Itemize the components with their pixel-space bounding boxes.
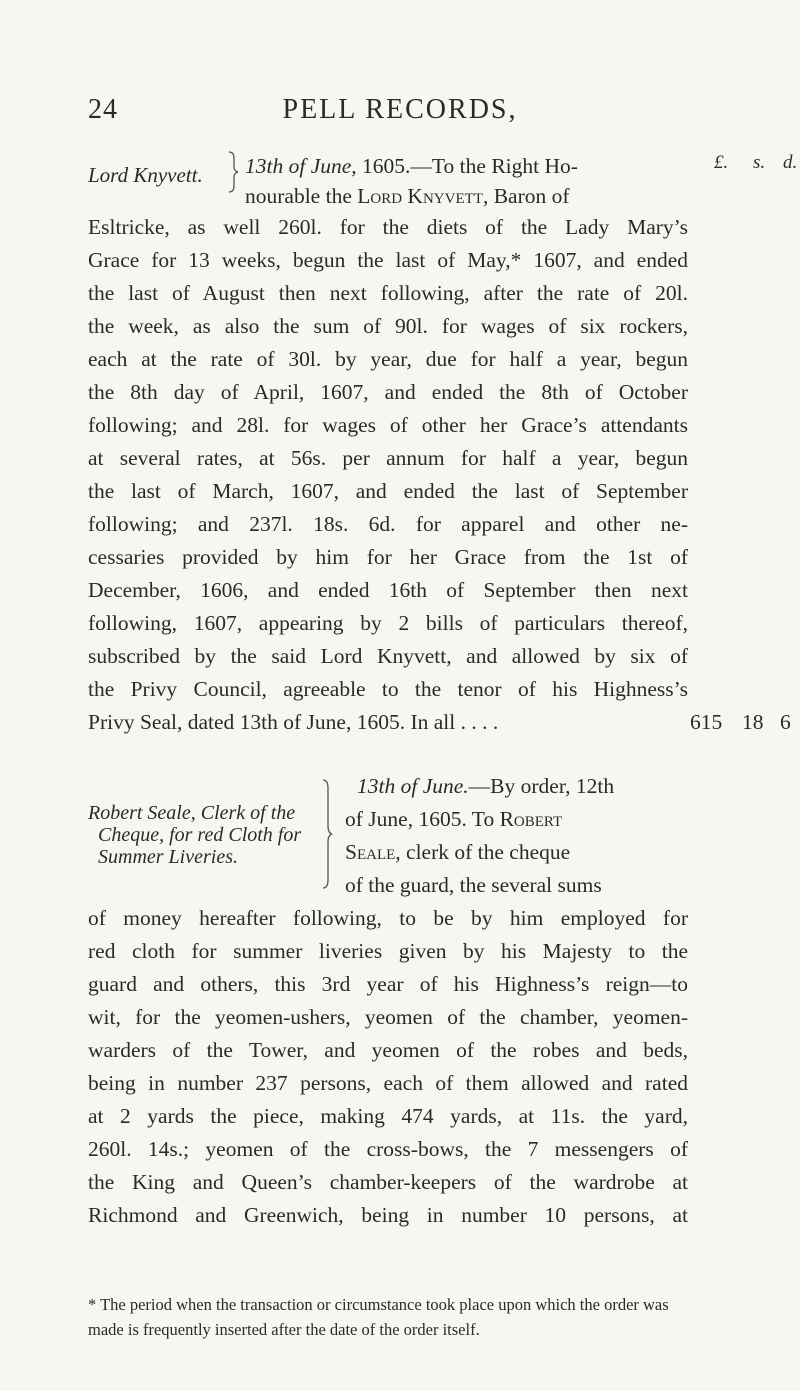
entry2-text-line: of money hereafter following, to be by him employed for [88,906,688,930]
margin-label-seale-3: Summer Liveries. [98,846,238,868]
entry1-text-line: the 8th day of April, 1607, and ended the 8th of October [88,380,688,404]
page-header [0,94,800,134]
entry1-text-line: following; and 28l. for wages of other her Grace’s attendants [88,413,688,437]
amount-pence: 6 [780,710,791,734]
entry1-text-line: each at the rate of 30l. by year, due for half a year, begun [88,347,688,371]
shillings-heading: s. [753,152,766,173]
running-title: PELL RECORDS, [282,94,518,125]
entry2-text-line: red cloth for summer liveries given by his Majesty to the [88,939,688,963]
brace-icon [226,150,240,194]
entry2-text-line: being in number 237 persons, each of them allowed and rated [88,1071,688,1095]
margin-label-knyvett: Lord Knyvett. [88,163,203,187]
footnote: * The period when the transaction or circumstance took place upon which the order was made is frequently inserted after the date of the order itself. [88,1295,669,1339]
entry2-text-line: at 2 yards the piece, making 474 yards, at 11s. the yard, [88,1104,688,1128]
page-number: 24 [88,94,118,125]
entry1-text-line: Esltricke, as well 260l. for the diets of the Lady Mary’s [88,215,688,239]
entry1-text-line: the last of August then next following, after the rate of 20l. [88,281,688,305]
margin-label-seale-2: Cheque, for red Cloth for [98,824,302,846]
entry2-line-2: of June, 1605. To Robert [345,807,563,831]
entry1-last-line: Privy Seal, dated 13th of June, 1605. In all . . . . [88,710,499,734]
entry1-text-line: the last of March, 1607, and ended the last of September [88,479,688,503]
amount-pounds: 615 [690,710,723,734]
entry2-text-line: wit, for the yeomen-ushers, yeomen of the chamber, yeomen- [88,1005,688,1029]
entry1-text-line: the Privy Council, agreeable to the tenor of his Highness’s [88,677,688,701]
entry1-text-line: the week, as also the sum of 90l. for wages of six rockers, [88,314,688,338]
entry1-text-line: at several rates, at 56s. per annum for half a year, begun [88,446,688,470]
pence-heading: d. [783,152,798,173]
entry1-line-2: nourable the Lord Knyvett, Baron of [245,184,570,208]
entry2-text-line: warders of the Tower, and yeomen of the robes and beds, [88,1038,688,1062]
entry1-text-line: subscribed by the said Lord Knyvett, and allowed by six of [88,644,688,668]
entry1-text-line: cessaries provided by him for her Grace from the 1st of [88,545,688,569]
pounds-heading: £. [714,152,729,173]
entry2-text-line: the King and Queen’s chamber-keepers of the wardrobe at [88,1170,688,1194]
entry2-line-4: of the guard, the several sums [345,873,602,897]
entry1-line-1: 13th of June, 1605.—To the Right Ho- [245,154,578,178]
entry2-text-line: 260l. 14s.; yeomen of the cross-bows, the 7 messengers of [88,1137,688,1161]
amount-shillings: 18 [742,710,764,734]
brace-icon [320,778,334,890]
entry2-line-3: Seale, clerk of the cheque [345,840,571,864]
entry1-text-line: following; and 237l. 18s. 6d. for apparel and other ne- [88,512,688,536]
entry1-text-line: following, 1607, appearing by 2 bills of particulars thereof, [88,611,688,635]
entry1-text-line: December, 1606, and ended 16th of September then next [88,578,688,602]
margin-label-seale-1: Robert Seale, Clerk of the [88,802,296,824]
entry2-text-line: guard and others, this 3rd year of his Highness’s reign—to [88,972,688,996]
entry2-line-1: 13th of June.—By order, 12th [357,774,615,798]
entry1-text-line: Grace for 13 weeks, begun the last of May,* 1607, and ended [88,248,688,272]
entry2-text-line: Richmond and Greenwich, being in number 10 persons, at [88,1203,688,1227]
